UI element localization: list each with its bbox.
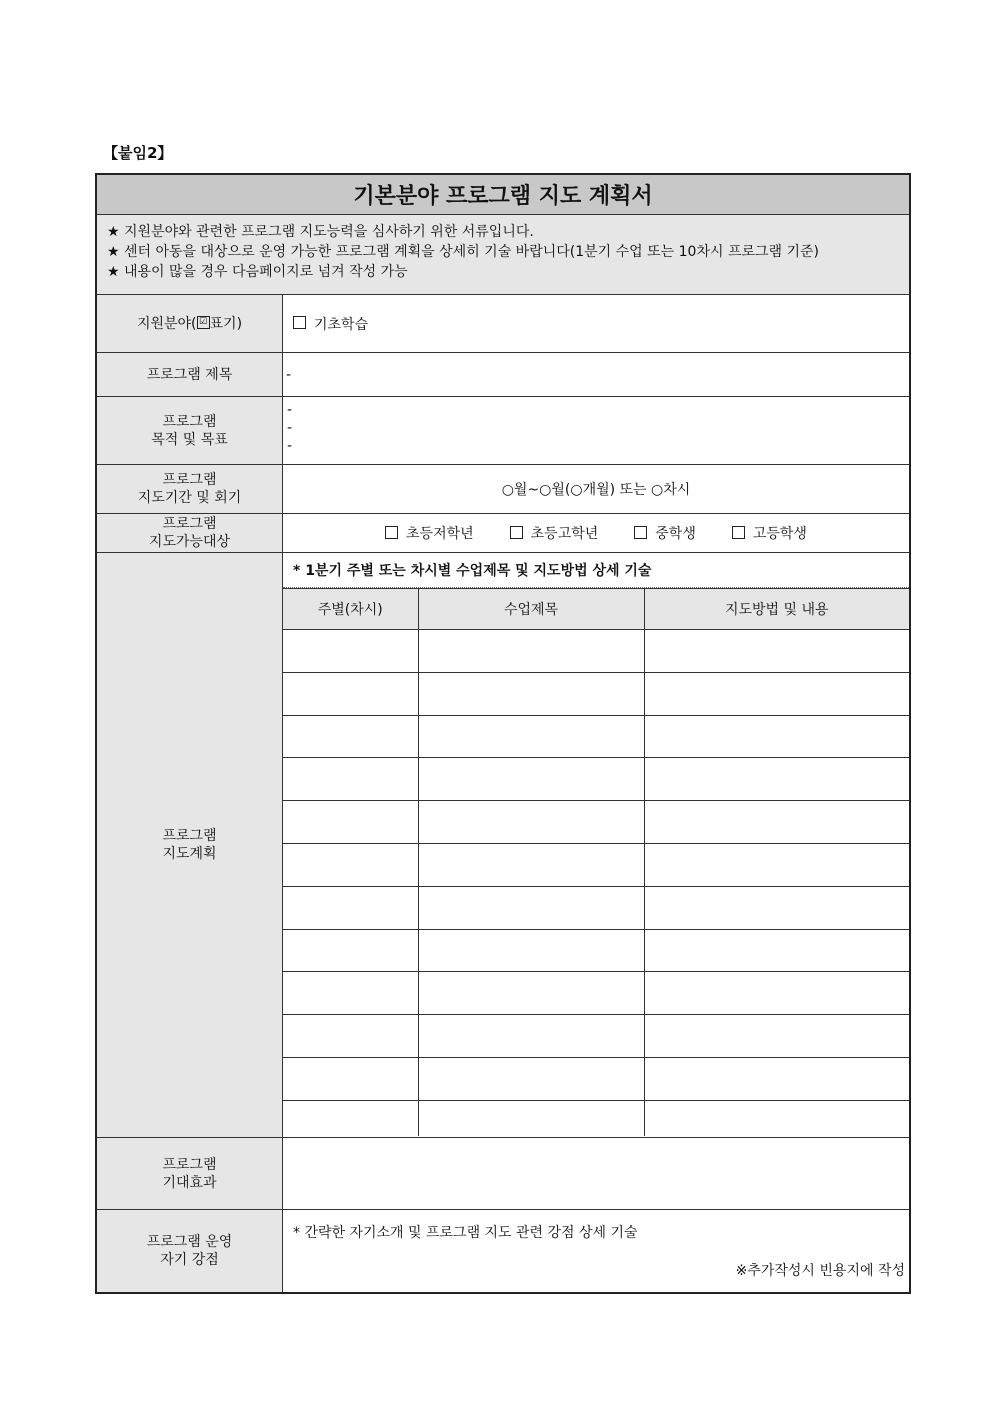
label-line: 목적 및 목표 <box>151 431 228 448</box>
checkbox[interactable] <box>510 526 523 539</box>
table-row <box>283 758 909 801</box>
program-title-field[interactable] <box>283 353 909 396</box>
table-cell[interactable] <box>283 630 418 673</box>
note-line: ★ 지원분야와 관련한 프로그램 지도능력을 심사하기 위한 서류입니다. <box>107 224 534 240</box>
column-header: 지도방법 및 내용 <box>644 589 909 630</box>
plan-table-body <box>283 630 909 1137</box>
table-cell[interactable] <box>283 972 418 1015</box>
table-cell[interactable] <box>283 672 418 715</box>
table-row <box>283 801 909 844</box>
period-field[interactable] <box>283 465 909 513</box>
label-line: 기대효과 <box>162 1174 217 1191</box>
table-cell[interactable] <box>283 715 418 758</box>
notes-box <box>97 215 909 295</box>
table-row <box>283 929 909 972</box>
option-label: 중학생 <box>655 526 696 542</box>
table-row <box>283 715 909 758</box>
table-cell[interactable] <box>644 758 909 801</box>
table-cell[interactable] <box>644 1015 909 1058</box>
table-cell[interactable] <box>283 1015 418 1058</box>
label-line: 프로그램 <box>162 472 217 488</box>
column-header: 주별(차시) <box>283 589 418 630</box>
table-cell[interactable] <box>283 886 418 929</box>
table-row <box>283 672 909 715</box>
checkbox[interactable] <box>293 316 306 329</box>
label-line: 프로그램 운영 <box>146 1234 233 1250</box>
table-row <box>283 1015 909 1058</box>
effect-row <box>97 1138 909 1210</box>
target-row <box>97 514 909 553</box>
note-line: ★ 센터 아동을 대상으로 운영 가능한 프로그램 계획을 상세히 기술 바랍니다(1분기 수업 또는 10차시 프로그램 기준) <box>107 244 820 260</box>
table-row <box>283 1100 909 1136</box>
extra-note: ※추가작성시 빈용지에 작성 <box>735 1263 905 1279</box>
plan-table <box>283 588 909 1136</box>
plan-form <box>95 173 911 1294</box>
attachment-label: 【붙임2】 <box>103 144 173 162</box>
table-row <box>283 972 909 1015</box>
checkbox[interactable] <box>385 526 398 539</box>
table-cell[interactable] <box>644 715 909 758</box>
target-option[interactable] <box>732 523 807 543</box>
form-title: 기본분야 프로그램 지도 계획서 <box>97 175 909 215</box>
table-cell[interactable] <box>283 1100 418 1136</box>
table-cell[interactable] <box>644 886 909 929</box>
table-cell[interactable] <box>418 972 644 1015</box>
option-label: 초등저학년 <box>406 526 474 542</box>
table-cell[interactable] <box>644 1057 909 1100</box>
label-line: 지도기간 및 회기 <box>137 490 242 506</box>
table-cell[interactable] <box>644 972 909 1015</box>
target-option[interactable] <box>510 523 599 543</box>
period-row <box>97 465 909 514</box>
table-cell[interactable] <box>283 843 418 886</box>
target-option[interactable] <box>634 523 696 543</box>
table-cell[interactable] <box>644 630 909 673</box>
table-cell[interactable] <box>418 1015 644 1058</box>
support-field-label <box>97 295 283 352</box>
support-field-value <box>283 295 909 352</box>
option-label: 고등학생 <box>752 526 807 542</box>
plan-label <box>97 553 283 1137</box>
strength-label <box>97 1210 283 1292</box>
checkbox[interactable] <box>732 526 745 539</box>
effect-field[interactable] <box>283 1138 909 1209</box>
table-row <box>283 843 909 886</box>
table-cell[interactable] <box>418 758 644 801</box>
purpose-field[interactable] <box>283 397 909 464</box>
program-title-row <box>97 353 909 397</box>
table-cell[interactable] <box>418 1057 644 1100</box>
table-row <box>283 886 909 929</box>
label-text: 표기) <box>209 315 243 332</box>
option-label: 초등고학년 <box>530 526 599 542</box>
note-line: ★ 내용이 많을 경우 다음페이지로 넘겨 작성 가능 <box>107 264 408 280</box>
table-row <box>283 1057 909 1100</box>
field-line: - <box>287 402 293 418</box>
table-cell[interactable] <box>644 843 909 886</box>
field-line: - <box>287 438 293 454</box>
table-cell[interactable] <box>644 672 909 715</box>
label-line: 지도가능대상 <box>148 534 231 550</box>
table-cell[interactable] <box>418 630 644 673</box>
label-line: 프로그램 <box>162 516 217 532</box>
effect-label <box>97 1138 283 1209</box>
label-line: 자기 강점 <box>160 1252 219 1268</box>
table-cell[interactable] <box>418 715 644 758</box>
strength-row <box>97 1210 909 1292</box>
plan-row <box>97 553 909 1138</box>
field-value: ○월~○월(○개월) 또는 ○차시 <box>501 482 691 498</box>
table-cell[interactable] <box>283 1057 418 1100</box>
label-line: 프로그램 <box>162 1156 217 1173</box>
table-cell[interactable] <box>644 929 909 972</box>
target-options <box>283 514 909 552</box>
checkbox-icon: ☑ <box>197 316 210 329</box>
label-line: 프로그램 <box>162 828 217 844</box>
table-cell[interactable] <box>418 1100 644 1136</box>
target-label <box>97 514 283 552</box>
field-value: - <box>286 366 292 383</box>
table-cell[interactable] <box>418 886 644 929</box>
checkbox[interactable] <box>634 526 647 539</box>
label-text: 지원분야( <box>136 315 197 332</box>
column-header: 수업제목 <box>418 589 644 630</box>
strength-field[interactable] <box>283 1210 909 1292</box>
field-line: - <box>287 420 293 436</box>
table-header-row <box>283 589 909 630</box>
table-cell[interactable] <box>283 801 418 844</box>
period-label <box>97 465 283 513</box>
plan-instruction: * 1분기 주별 또는 차시별 수업제목 및 지도방법 상세 기술 <box>283 553 909 588</box>
purpose-label <box>97 397 283 464</box>
strength-instruction: * 간략한 자기소개 및 프로그램 지도 관련 강점 상세 기술 <box>293 1225 638 1241</box>
table-cell[interactable] <box>644 801 909 844</box>
label-line: 지도계획 <box>162 846 217 862</box>
table-row <box>283 630 909 673</box>
label-line: 프로그램 <box>162 413 217 430</box>
table-cell[interactable] <box>418 929 644 972</box>
table-cell[interactable] <box>418 843 644 886</box>
purpose-row <box>97 397 909 465</box>
plan-area <box>283 553 909 1137</box>
table-cell[interactable] <box>418 801 644 844</box>
table-cell[interactable] <box>418 672 644 715</box>
target-option[interactable] <box>385 523 474 543</box>
option-label: 기초학습 <box>314 316 369 333</box>
program-title-label: 프로그램 제목 <box>97 353 283 396</box>
table-cell[interactable] <box>644 1100 909 1136</box>
table-cell[interactable] <box>283 758 418 801</box>
support-field-row <box>97 295 909 353</box>
table-cell[interactable] <box>283 929 418 972</box>
